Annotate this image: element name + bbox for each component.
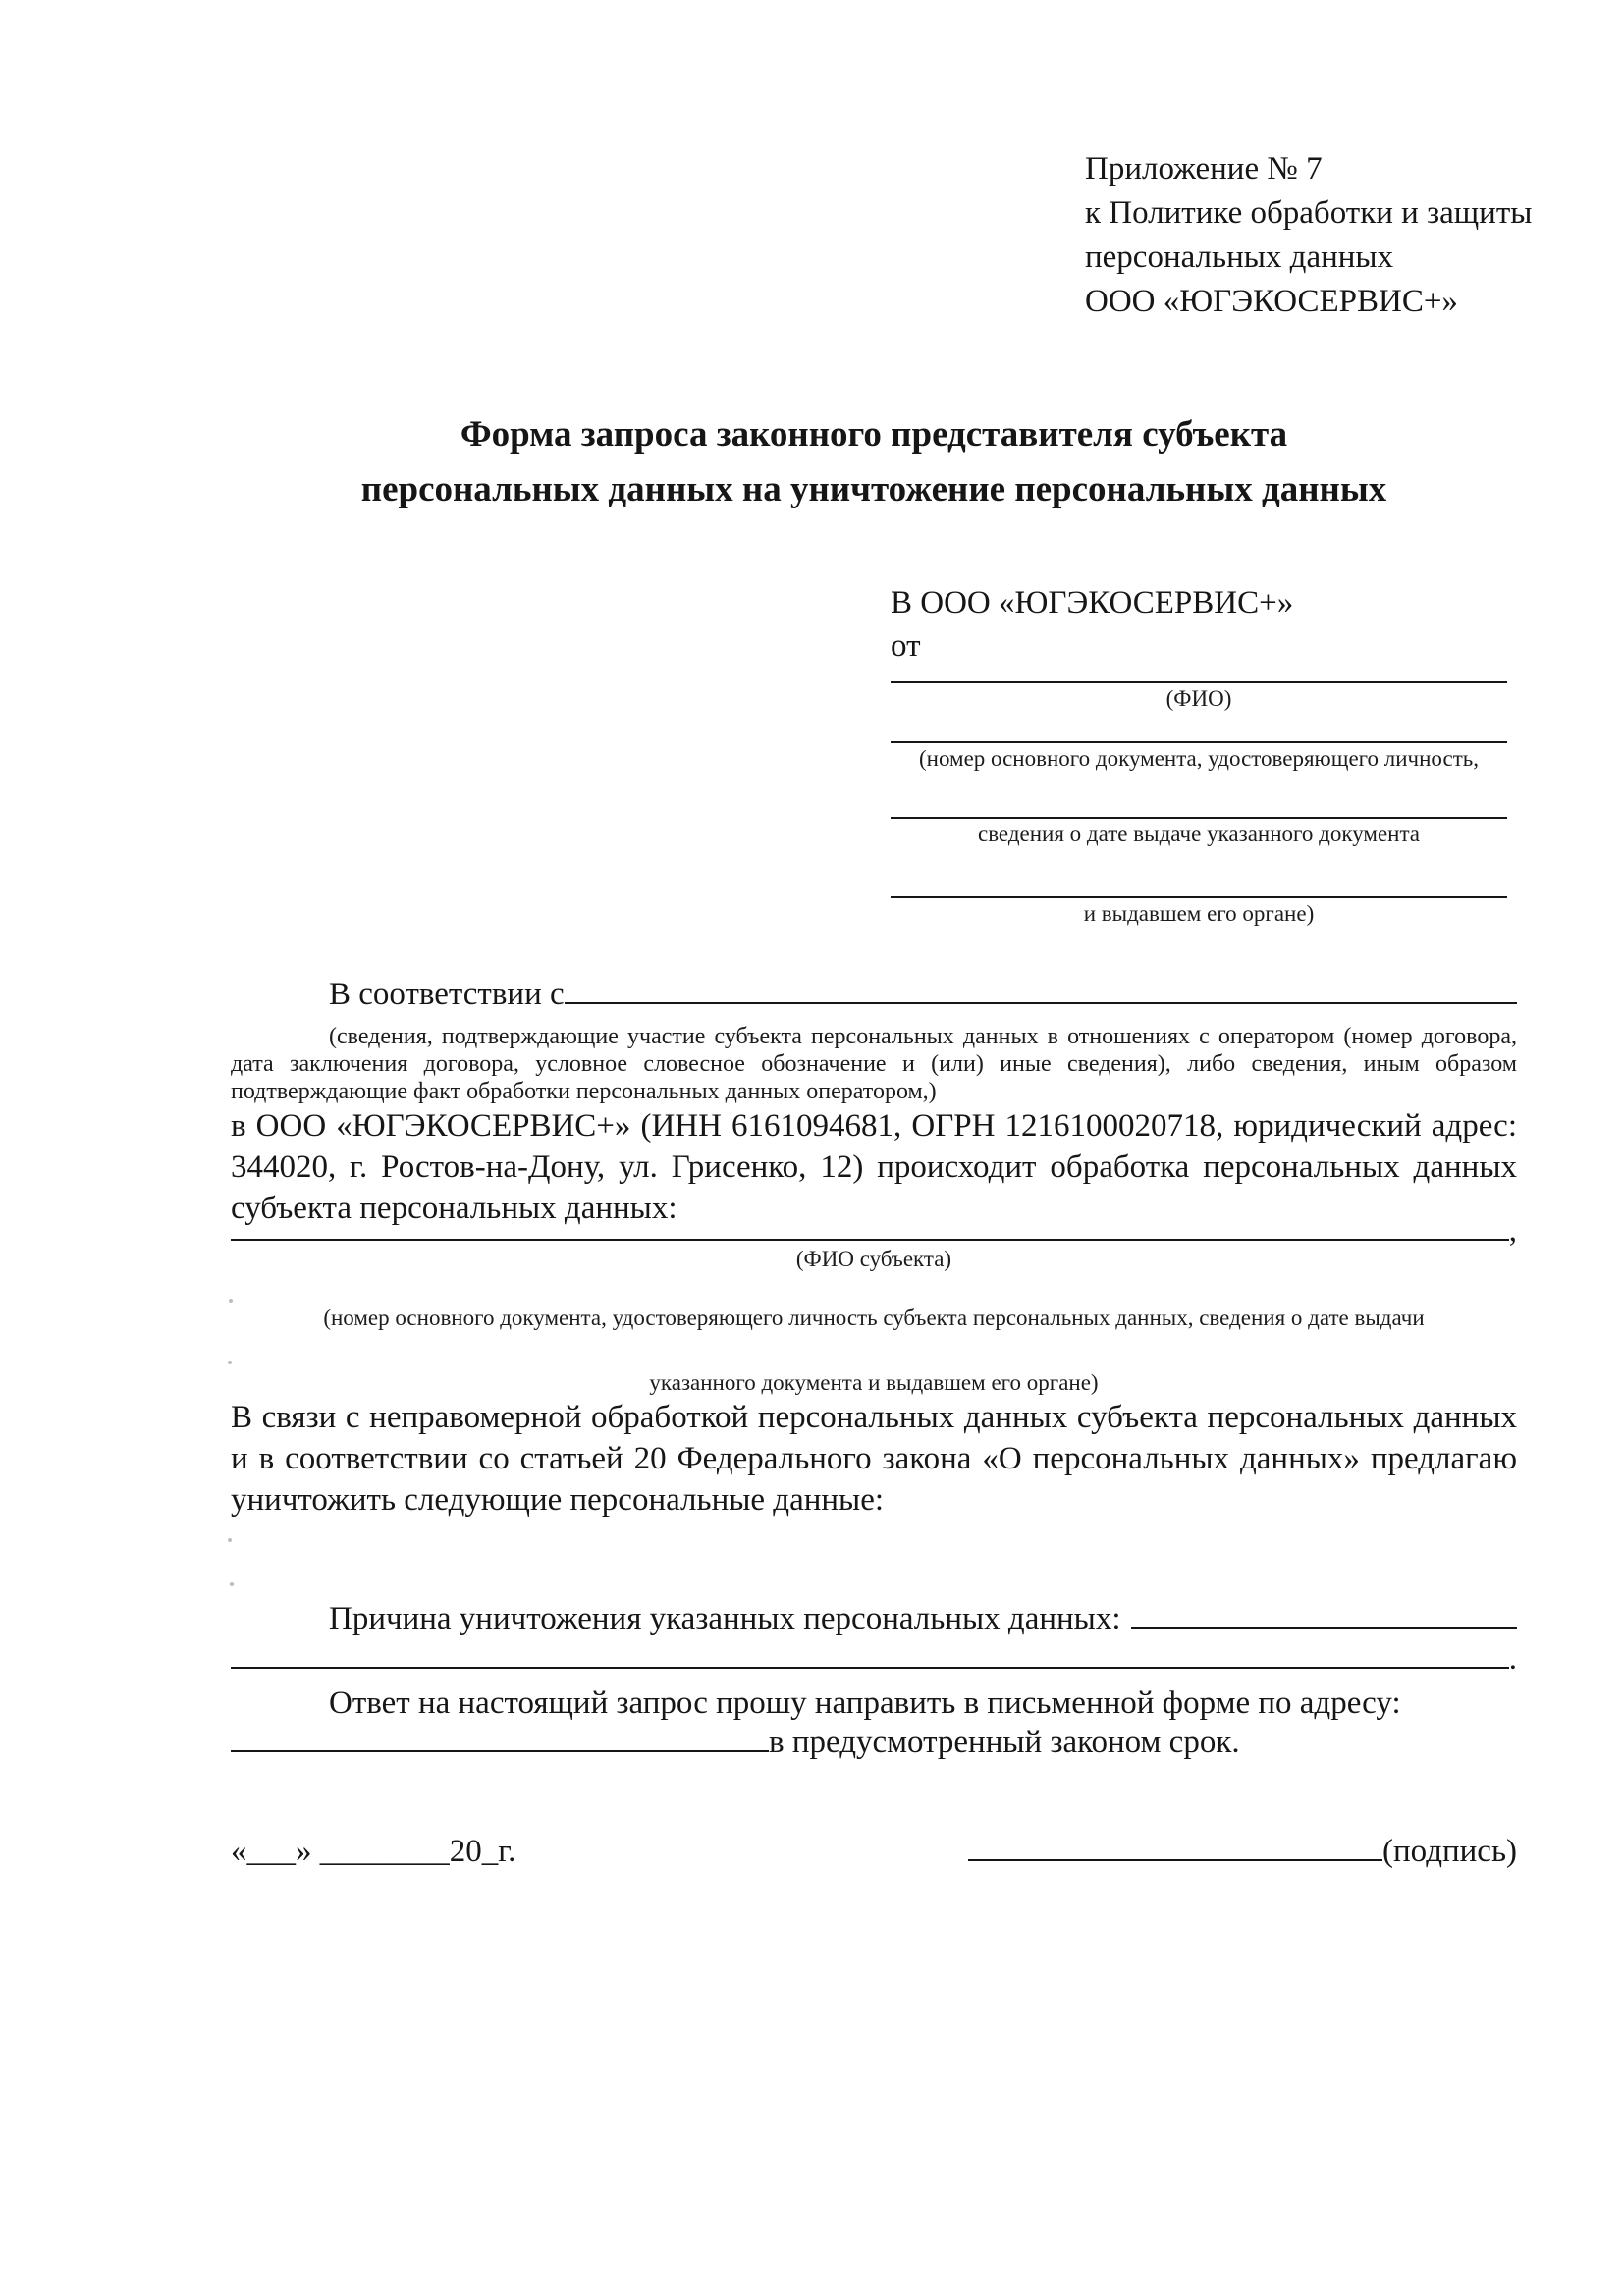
accordance-label: В соответствии с: [329, 977, 565, 1012]
appendix-line-2: к Политике обработки и защиты: [1085, 195, 1533, 231]
fio-field: [891, 681, 1507, 712]
scan-speck: [228, 1361, 232, 1364]
addressee-from: от: [891, 628, 921, 664]
scan-speck: [228, 1538, 232, 1542]
reason-blank-line: [1131, 1627, 1517, 1629]
subject-fio-caption: (ФИО субъекта): [795, 1247, 952, 1271]
issue-date-caption: сведения о дате выдаче указанного документа: [977, 822, 1421, 846]
appendix-line-3: персональных данных: [1085, 240, 1394, 275]
issuing-authority-field: [891, 896, 1507, 927]
address-blank-line: [231, 1750, 769, 1752]
date-line: «___» ________20_г.: [231, 1834, 516, 1869]
subject-fio-comma: ,: [1508, 1213, 1517, 1249]
issuing-authority-blank-line: [891, 896, 1507, 898]
reason-label: Причина уничтожения указанных персональных данных:: [329, 1601, 1121, 1636]
answer-line-1: Ответ на настоящий запрос прошу направить в письменной форме по адресу:: [329, 1685, 1401, 1721]
subject-fio-blank-line: [231, 1203, 1509, 1241]
issue-date-field: [891, 817, 1507, 847]
document-number-blank-line: [891, 741, 1507, 743]
appendix-line-4: ООО «ЮГЭКОСЕРВИС+»: [1085, 284, 1458, 319]
fio-blank-line: [891, 681, 1507, 683]
appendix-line-1: Приложение № 7: [1085, 151, 1323, 187]
reason-continuation-row: [231, 1633, 1517, 1678]
fio-caption: (ФИО): [1165, 686, 1232, 711]
subject-fio-row: [231, 1203, 1517, 1250]
request-paragraph: В связи с неправомерной обработкой персональных данных субъекта персональных данных и в соответствии со статьей 20 Федерального закона «О персональных данных» предлагаю уничтожить следующие персональные данные:: [231, 1400, 1517, 1518]
signature-block: [968, 1834, 1517, 1870]
accordance-blank-line: [565, 1002, 1517, 1004]
document-number-field: [891, 741, 1507, 772]
subject-document-caption-2: указанного документа и выдавшем его органе): [649, 1370, 1099, 1395]
footer-row: [231, 1834, 1517, 1870]
document-number-caption: (номер основного документа, удостоверяющего личность,: [918, 746, 1479, 771]
addressee-to: В ООО «ЮГЭКОСЕРВИС+»: [891, 585, 1294, 620]
operator-paragraph: в ООО «ЮГЭКОСЕРВИС+» (ИНН 6161094681, ОГРН 1216100020718, юридический адрес: 344020, г. Ростов-на-Дону, ул. Грисенко, 12) происходит обработка персональных данных субъекта персональных данных:: [231, 1108, 1517, 1226]
accordance-note: (сведения, подтверждающие участие субъекта персональных данных в отношениях с оператором (номер договора, дата заключения договора, условное словесное обозначение и (или) иные сведения), либо сведения, иным образом подтверждающие факт обработки персональных данных оператором,): [231, 1024, 1517, 1104]
document-title: [231, 407, 1517, 517]
addressee-block: [891, 581, 1507, 927]
scan-speck: [229, 1299, 233, 1303]
scan-speck: [230, 1582, 234, 1586]
signature-caption: (подпись): [1382, 1834, 1517, 1869]
issuing-authority-caption: и выдавшем его органе): [1083, 901, 1315, 926]
document-title-line-1: Форма запроса законного представителя субъекта: [460, 414, 1288, 454]
answer-line-2: [231, 1722, 1517, 1763]
signature-blank-line: [968, 1859, 1382, 1861]
answer-line-2-text: в предусмотренный законом срок.: [769, 1725, 1240, 1760]
reason-continuation-blank-line: [231, 1633, 1509, 1669]
accordance-row: [231, 974, 1517, 1015]
reason-period: .: [1508, 1641, 1517, 1677]
issue-date-blank-line: [891, 817, 1507, 819]
subject-document-caption-1: (номер основного документа, удостоверяющего личность субъекта персональных данных, сведения о дате выдачи: [323, 1306, 1425, 1330]
appendix-header: [1085, 147, 1537, 324]
document-title-line-2: персональных данных на уничтожение персональных данных: [360, 469, 1387, 509]
